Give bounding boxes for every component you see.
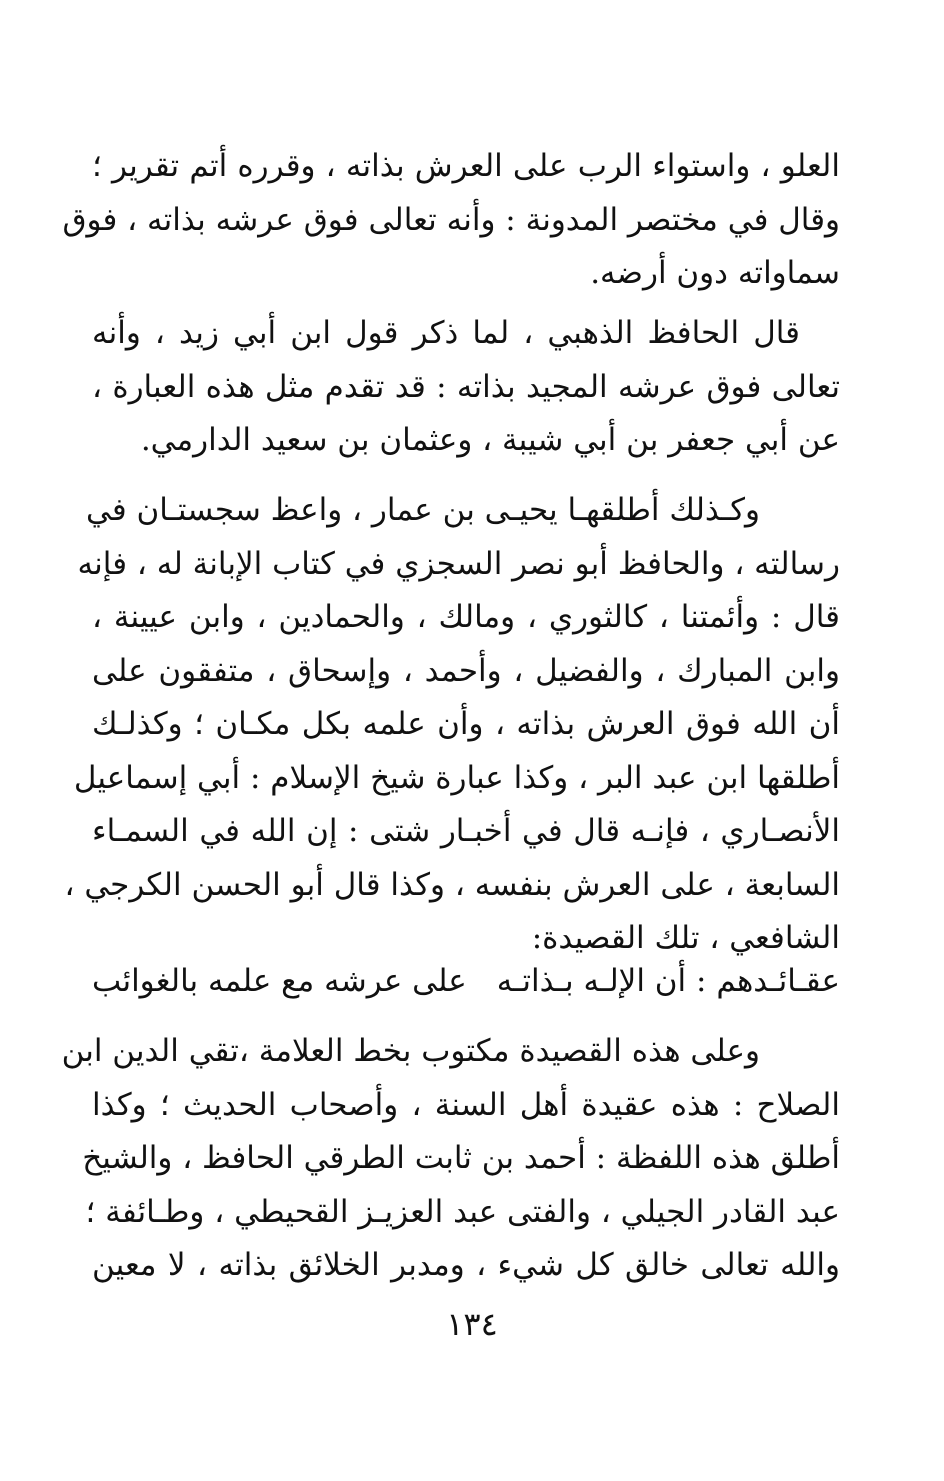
paragraph-1 bbox=[62, 140, 840, 301]
paragraph-2 bbox=[92, 307, 840, 468]
paragraph-3-line-6: أطلقها ابن عبد البر ، وكذا عبارة شيخ الإسلام : أبي إسماعيل bbox=[73, 759, 840, 796]
paragraph-3-line-2: رسالته ، والحافظ أبو نصر السجزي في كتاب الإبانة له ، فإنه bbox=[77, 545, 840, 582]
paragraph-2-line-3: عن أبي جعفر بن أبي شيبة ، وعثمان بن سعيد الدارمي. bbox=[140, 422, 840, 458]
paragraph-4-line-1: وعلى هذه القصيدة مكتوب بخط العلامة ،تقي الدين ابن bbox=[61, 1033, 760, 1069]
paragraph-3-line-7: الأنصـاري ، فإنـه قال في أخبـار شتى : إن الله في السمـاء bbox=[92, 813, 840, 849]
verse-left-hemistich: على عرشه مع علمه بالغوائب bbox=[92, 963, 467, 999]
paragraph-3 bbox=[64, 484, 840, 966]
paragraph-1-line-1: العلو ، واستواء الرب على العرش بذاته ، وقرره أتم تقرير ؛ bbox=[92, 148, 840, 184]
paragraph-2-line-1: قال الحافظ الذهبي ، لما ذكر قول ابن أبي زيد ، وأنه bbox=[92, 315, 800, 351]
paragraph-4-line-5: والله تعالى خالق كل شيء ، ومدبر الخلائق بذاته ، لا معين bbox=[92, 1247, 840, 1283]
page-number: ١٣٤ bbox=[446, 1305, 498, 1343]
poem-verse bbox=[92, 955, 840, 1009]
paragraph-3-line-9: الشافعي ، تلك القصيدة: bbox=[531, 920, 840, 956]
paragraph-4-line-2: الصلاح : هذه عقيدة أهل السنة ، وأصحاب الحديث ؛ وكذا bbox=[92, 1086, 840, 1123]
verse-right-hemistich: عقـائـدهم : أن الإلـه بـذاتـه bbox=[496, 963, 840, 999]
paragraph-3-line-3: قال : وأئمتنا ، كالثوري ، ومالك ، والحمادين ، وابن عيينة ، bbox=[92, 599, 840, 635]
paragraph-4-line-4: عبد القادر الجيلي ، والفتى عبد العزيـز القحيطي ، وطـائفة ؛ bbox=[85, 1193, 840, 1230]
paragraph-4-line-3: أطلق هذه اللفظة : أحمد بن ثابت الطرقي الحافظ ، والشيخ bbox=[82, 1140, 840, 1176]
paragraph-3-line-1: وكـذلك أطلقهـا يحيـى بن عمار ، واعظ سجستـان في bbox=[86, 492, 760, 528]
paragraph-3-line-5: أن الله فوق العرش بذاته ، وأن علمه بكل مكـان ؛ وكذلـك bbox=[92, 706, 840, 742]
paragraph-4 bbox=[61, 1025, 840, 1293]
paragraph-1-line-3: سماواته دون أرضه. bbox=[590, 255, 840, 291]
paragraph-3-line-4: وابن المبارك ، والفضيل ، وأحمد ، وإسحاق ، متفقون على bbox=[92, 652, 840, 689]
paragraph-2-line-2: تعالى فوق عرشه المجيد بذاته : قد تقدم مثل هذه العبارة ، bbox=[92, 368, 840, 405]
paragraph-3-line-8: السابعة ، على العرش بنفسه ، وكذا قال أبو الحسن الكرجي ، bbox=[64, 866, 840, 903]
paragraph-1-line-2: وقال في مختصر المدونة : وأنه تعالى فوق عرشه بذاته ، فوق bbox=[62, 201, 840, 238]
